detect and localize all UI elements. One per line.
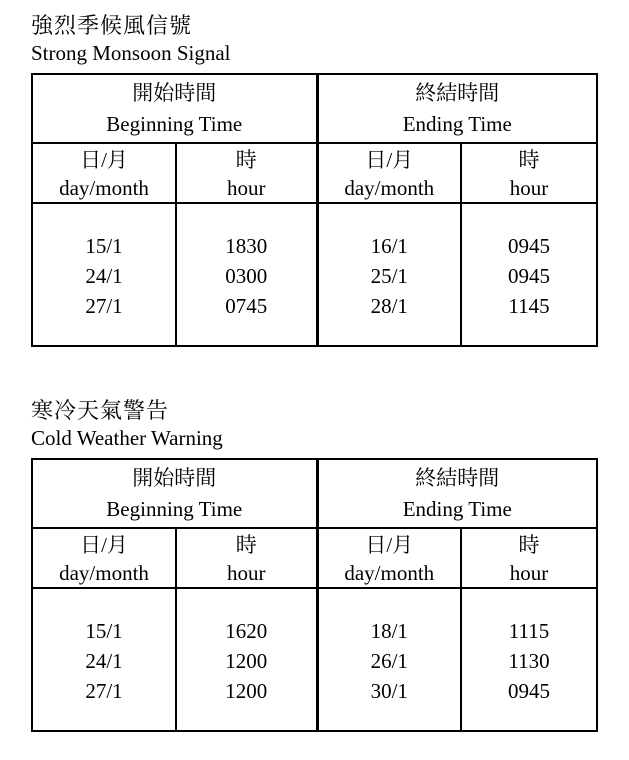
hour-label-zh: 時 (235, 533, 257, 557)
ending-time-header-cell (317, 459, 597, 528)
beginning-time-header-cell (32, 74, 317, 143)
value-line: 1200 (225, 679, 268, 703)
day-month-label-zh: 日/月 (365, 148, 414, 172)
value-line: 1200 (225, 649, 268, 673)
table-header-group-row (32, 74, 597, 143)
beginning-time-label-en: Beginning Time (106, 497, 243, 521)
value-line: 0945 (508, 679, 551, 703)
hour-label-en: hour (227, 561, 266, 585)
hour-label-en: hour (509, 561, 549, 585)
day-month-label-zh: 日/月 (80, 533, 128, 557)
begin-day-month-header-cell (32, 143, 176, 203)
beginning-time-label-en: Beginning Time (106, 112, 243, 136)
value-line: 0945 (508, 234, 551, 258)
hour-label-en: hour (509, 176, 549, 200)
hour-label-zh: 時 (518, 148, 540, 172)
value-line: 27/1 (85, 294, 123, 318)
section-title-en: Strong Monsoon Signal (31, 41, 231, 65)
value-line: 0945 (508, 264, 551, 288)
section-strong-monsoon-signal (31, 12, 629, 347)
table-data-row (32, 588, 597, 731)
section-title-zh: 強烈季候風信號 (31, 13, 193, 38)
day-month-label-en: day/month (344, 176, 435, 200)
value-line: 0745 (225, 294, 268, 318)
value-line: 18/1 (370, 619, 408, 643)
begin-hour-header-cell (176, 528, 317, 588)
value-line: 1830 (225, 234, 268, 258)
day-month-label-en: day/month (59, 561, 149, 585)
value-line: 26/1 (370, 649, 408, 673)
begin-hour-values-cell (176, 588, 317, 731)
value-line: 24/1 (85, 649, 123, 673)
table-data-row (32, 203, 597, 346)
value-line: 1145 (508, 294, 550, 318)
value-line: 1130 (508, 649, 550, 673)
hour-label-zh: 時 (518, 533, 540, 557)
end-day-month-header-cell (317, 528, 461, 588)
value-line: 15/1 (85, 234, 123, 258)
ending-time-header-cell (317, 74, 597, 143)
beginning-time-header-cell (32, 459, 317, 528)
strong-monsoon-signal-table (31, 73, 598, 347)
beginning-time-label-zh: 開始時間 (132, 81, 217, 105)
value-line: 16/1 (370, 234, 408, 258)
value-line: 27/1 (85, 679, 123, 703)
value-line: 25/1 (370, 264, 408, 288)
value-line: 1115 (508, 619, 550, 643)
hour-label-zh: 時 (235, 148, 257, 172)
end-day-month-values-cell (317, 588, 461, 731)
table-subheader-row (32, 528, 597, 588)
begin-day-month-values-cell (32, 203, 176, 346)
section-title-en: Cold Weather Warning (31, 426, 223, 450)
value-line: 1620 (225, 619, 268, 643)
begin-hour-values-cell (176, 203, 317, 346)
day-month-label-zh: 日/月 (365, 533, 414, 557)
value-line: 30/1 (370, 679, 408, 703)
end-day-month-header-cell (317, 143, 461, 203)
section-title-zh: 寒冷天氣警告 (31, 398, 170, 423)
end-hour-values-cell (461, 588, 597, 731)
value-line: 28/1 (370, 294, 408, 318)
hour-label-en: hour (227, 176, 266, 200)
cold-weather-warning-table (31, 458, 598, 732)
ending-time-label-zh: 終結時間 (415, 81, 500, 105)
end-hour-header-cell (461, 528, 597, 588)
ending-time-label-zh: 終結時間 (415, 466, 500, 490)
value-line: 0300 (225, 264, 268, 288)
day-month-label-zh: 日/月 (80, 148, 128, 172)
beginning-time-label-zh: 開始時間 (132, 466, 217, 490)
begin-hour-header-cell (176, 143, 317, 203)
value-line: 24/1 (85, 264, 123, 288)
end-hour-values-cell (461, 203, 597, 346)
end-day-month-values-cell (317, 203, 461, 346)
begin-day-month-values-cell (32, 588, 176, 731)
begin-day-month-header-cell (32, 528, 176, 588)
day-month-label-en: day/month (59, 176, 149, 200)
ending-time-label-en: Ending Time (402, 112, 512, 136)
value-line: 15/1 (85, 619, 123, 643)
day-month-label-en: day/month (344, 561, 435, 585)
ending-time-label-en: Ending Time (402, 497, 512, 521)
table-header-group-row (32, 459, 597, 528)
table-subheader-row (32, 143, 597, 203)
end-hour-header-cell (461, 143, 597, 203)
section-cold-weather-warning (31, 397, 629, 732)
